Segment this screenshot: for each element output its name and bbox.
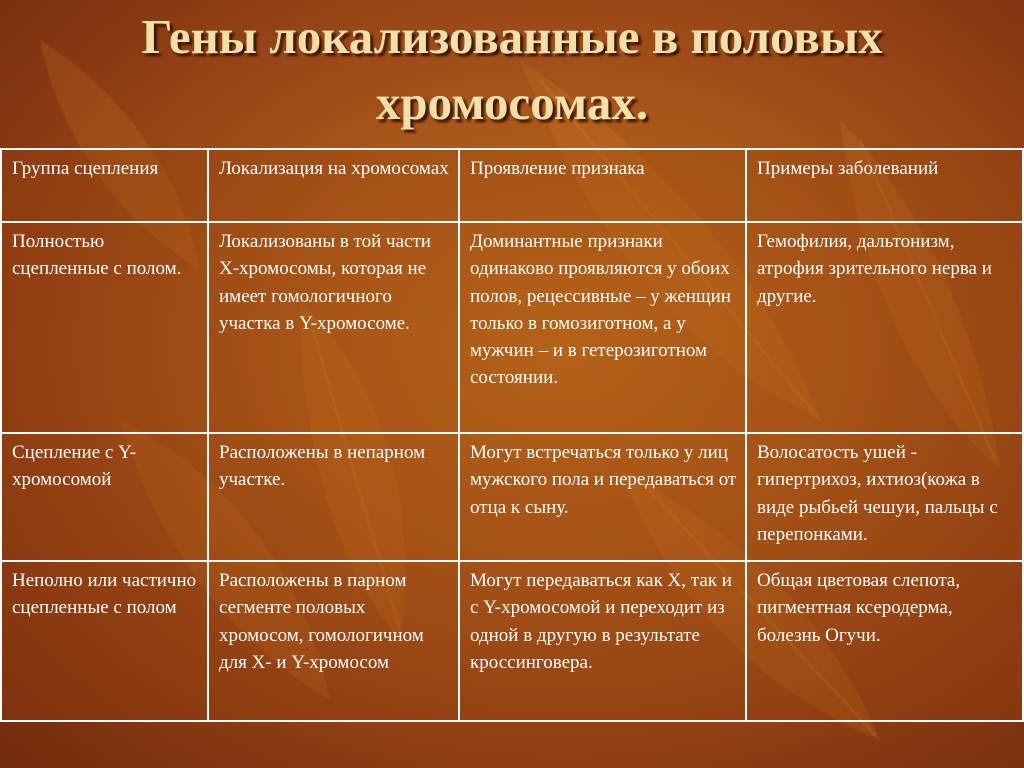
header-disease-examples: Примеры заболеваний bbox=[746, 149, 1023, 222]
header-linkage-group: Группа сцепления bbox=[1, 149, 208, 222]
slide-title: Гены локализованные в половых хромосомах. bbox=[141, 9, 883, 130]
genes-table bbox=[0, 148, 1024, 722]
genes-table-container bbox=[0, 148, 1022, 722]
table-header-row bbox=[1, 149, 1023, 222]
table-row bbox=[1, 433, 1023, 561]
header-trait-manifestation: Проявление признака bbox=[459, 149, 746, 222]
table-cell: Полностью сцепленные с полом. bbox=[1, 222, 208, 433]
table-cell: Расположены в парном сегменте половых хромосом, гомологичном для Х- и Y-хромосом bbox=[208, 561, 459, 721]
table-cell: Могут передаваться как Х, так и с Y-хромосомой и переходит из одной в другую в результате кроссинговера. bbox=[459, 561, 746, 721]
table-row bbox=[1, 222, 1023, 433]
table-cell: Общая цветовая слепота, пигментная ксеродерма, болезнь Огучи. bbox=[746, 561, 1023, 721]
table-row bbox=[1, 561, 1023, 721]
table-cell: Неполно или частично сцепленные с полом bbox=[1, 561, 208, 721]
table-cell: Сцепление с Y-хромосомой bbox=[1, 433, 208, 561]
table-cell: Волосатость ушей - гипертрихоз, ихтиоз(кожа в виде рыбьей чешуи, пальцы с перепонками. bbox=[746, 433, 1023, 561]
header-chromosome-localization: Локализация на хромосомах bbox=[208, 149, 459, 222]
table-cell: Расположены в непарном участке. bbox=[208, 433, 459, 561]
table-cell: Локализованы в той части Х-хромосомы, которая не имеет гомологичного участка в Y-хромосоме. bbox=[208, 222, 459, 433]
table-cell: Гемофилия, дальтонизм, атрофия зрительного нерва и другие. bbox=[746, 222, 1023, 433]
table-cell: Доминантные признаки одинаково проявляются у обоих полов, рецессивные – у женщин только в гомозиготном, а у мужчин – и в гетерозиготном состоянии. bbox=[459, 222, 746, 433]
table-cell: Могут встречаться только у лиц мужского пола и передаваться от отца к сыну. bbox=[459, 433, 746, 561]
